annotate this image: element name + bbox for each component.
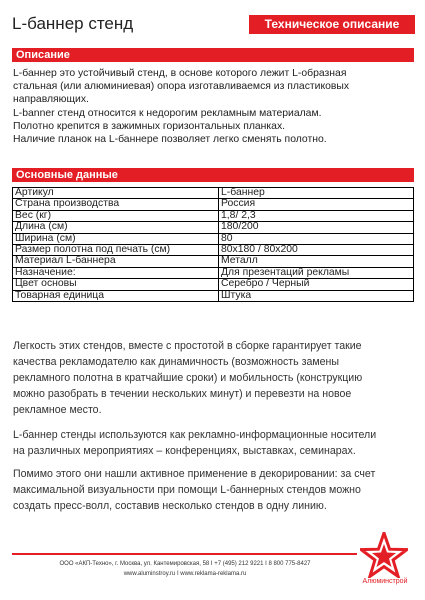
- spec-key: Назначение:: [13, 267, 219, 278]
- description-line: Наличие планок на L-баннере позволяет легко сменять полотно.: [13, 134, 327, 146]
- spec-value: L-баннер: [219, 188, 414, 199]
- spec-key: Цвет основы: [13, 279, 219, 290]
- spec-value: Штука: [219, 290, 414, 301]
- table-row: [13, 188, 414, 199]
- spec-key: Товарная единица: [13, 290, 219, 301]
- table-row: [13, 222, 414, 233]
- description-text: [13, 67, 413, 146]
- spec-key: Материал L-баннера: [13, 256, 219, 267]
- spec-key: Артикул: [13, 188, 219, 199]
- description-heading: Описание: [12, 48, 414, 62]
- table-row: [13, 267, 414, 278]
- star-logo-icon: [360, 532, 408, 578]
- description-line: стальная (или алюминиевая) опора изготавливаемся из пластиковых: [13, 81, 350, 93]
- description-line: направляющих.: [13, 94, 89, 106]
- paragraph-line: на различных мероприятиях – конференциях, выставках, семинарах.: [13, 445, 356, 457]
- body-paragraph-3: [13, 466, 413, 514]
- specs-table: [12, 187, 414, 302]
- footer-divider: [12, 553, 357, 555]
- spec-key: Вес (кг): [13, 210, 219, 221]
- document-title: L-баннер стенд: [12, 14, 134, 33]
- table-row: [13, 199, 414, 210]
- table-row: [13, 210, 414, 221]
- paragraph-line: качества рекламодателю как динамичность (возможность замены: [13, 356, 339, 368]
- table-row: [13, 279, 414, 290]
- spec-value: Россия: [219, 199, 414, 210]
- spec-value: 180/200: [219, 222, 414, 233]
- spec-key: Длина (см): [13, 222, 219, 233]
- body-paragraph-1: [13, 338, 413, 418]
- description-line: Полотно крепится в зажимных горизонтальных планках.: [13, 120, 286, 132]
- description-line: L-баннер это устойчивый стенд, в основе которого лежит L-образная: [13, 68, 347, 79]
- paragraph-line: рекламного полотна в кратчайшие сроки) и мобильность (конструкцию: [13, 372, 363, 384]
- paragraph-line: создать пресс-волл, составив несколько стендов в одну линию.: [13, 500, 327, 512]
- footer-websites: www.aluminstroy.ru I www.reklama-reklama.ru: [123, 571, 247, 577]
- paragraph-line: рекламное место.: [13, 404, 102, 416]
- technical-description-badge: Техническое описание: [249, 15, 415, 34]
- spec-key: Ширина (см): [13, 233, 219, 244]
- body-paragraph-2: [13, 427, 413, 459]
- spec-value: Серебро / Черный: [219, 279, 414, 290]
- spec-value: 80: [219, 233, 414, 244]
- table-row: [13, 233, 414, 244]
- paragraph-line: Помимо этого они нашли активное применение в декорировании: за счет: [13, 468, 376, 480]
- spec-value: 80x180 / 80x200: [219, 245, 414, 256]
- logo-wordmark: Алюминстрой: [362, 578, 408, 585]
- paragraph-line: L-баннер стенды используются как рекламно-информационные носители: [13, 429, 377, 441]
- table-row: [13, 256, 414, 267]
- spec-key: Страна производства: [13, 199, 219, 210]
- spec-value: Для презентаций рекламы: [219, 267, 414, 278]
- spec-value: Металл: [219, 256, 414, 267]
- paragraph-line: Легкость этих стендов, вместе с простотой в сборке гарантирует такие: [13, 340, 362, 352]
- spec-value: 1,8/ 2,3: [219, 210, 414, 221]
- footer-contacts: ООО «АКП-Техно», г. Москва, ул. Кантемировская, 58 I +7 (495) 212 9221 I 8 800 775-8427: [59, 561, 311, 567]
- table-row: [13, 290, 414, 301]
- paragraph-line: можно разобрать в течении нескольких минут) и перевезти на новое: [13, 388, 352, 400]
- description-line: L-banner стенд относится к недорогим рекламным материалам.: [13, 107, 322, 119]
- paragraph-line: максимальной визуальности при помощи L-баннерных стендов можно: [13, 484, 361, 496]
- specs-heading: Основные данные: [12, 168, 414, 182]
- spec-key: Размер полотна под печать (см): [13, 245, 219, 256]
